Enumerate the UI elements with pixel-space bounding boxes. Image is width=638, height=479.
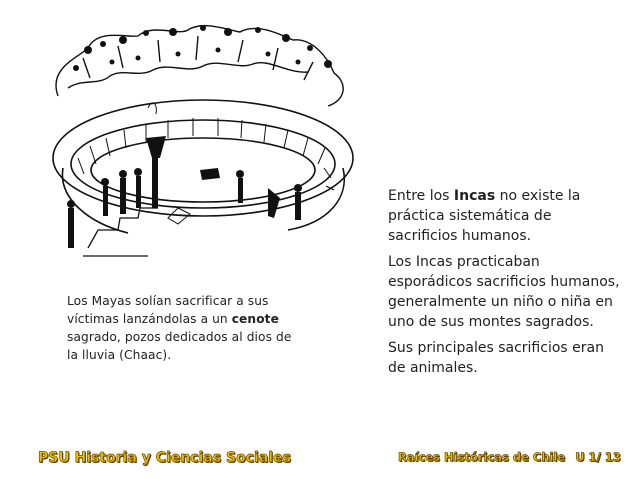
footer-page-number: U 1/ 13 [575, 450, 621, 464]
cenote-illustration [28, 18, 370, 258]
footer-course-title: PSU Historia y Ciencias Sociales [38, 450, 291, 466]
caption-text-start: Los Mayas solían sacrificar a sus víctimas lanzándolas a un [67, 294, 269, 326]
footer-unit-info [398, 450, 621, 464]
inca-paragraph-3: Sus principales sacrificios eran de animales. [388, 340, 604, 376]
maya-caption [67, 292, 292, 364]
inca-p1-start: Entre los [388, 188, 454, 204]
inca-p1-end: no existe la práctica sistemática de sacrificios humanos. [388, 188, 581, 244]
inca-p1-bold: Incas [453, 188, 496, 204]
caption-text-end: sagrado, pozos dedicados al dios de la lluvia (Chaac). [67, 330, 292, 362]
inca-paragraph-2: Los Incas practicaban esporádicos sacrificios humanos, generalmente un niño o niña en uno de sus montes sagrados. [388, 254, 620, 330]
inca-paragraph-1 [388, 186, 620, 246]
caption-bold-cenote: cenote [231, 312, 279, 326]
inca-text-block [388, 186, 620, 384]
footer-unit-title: Raíces Históricas de Chile [398, 450, 566, 464]
cenote-drawing-icon [28, 18, 370, 258]
